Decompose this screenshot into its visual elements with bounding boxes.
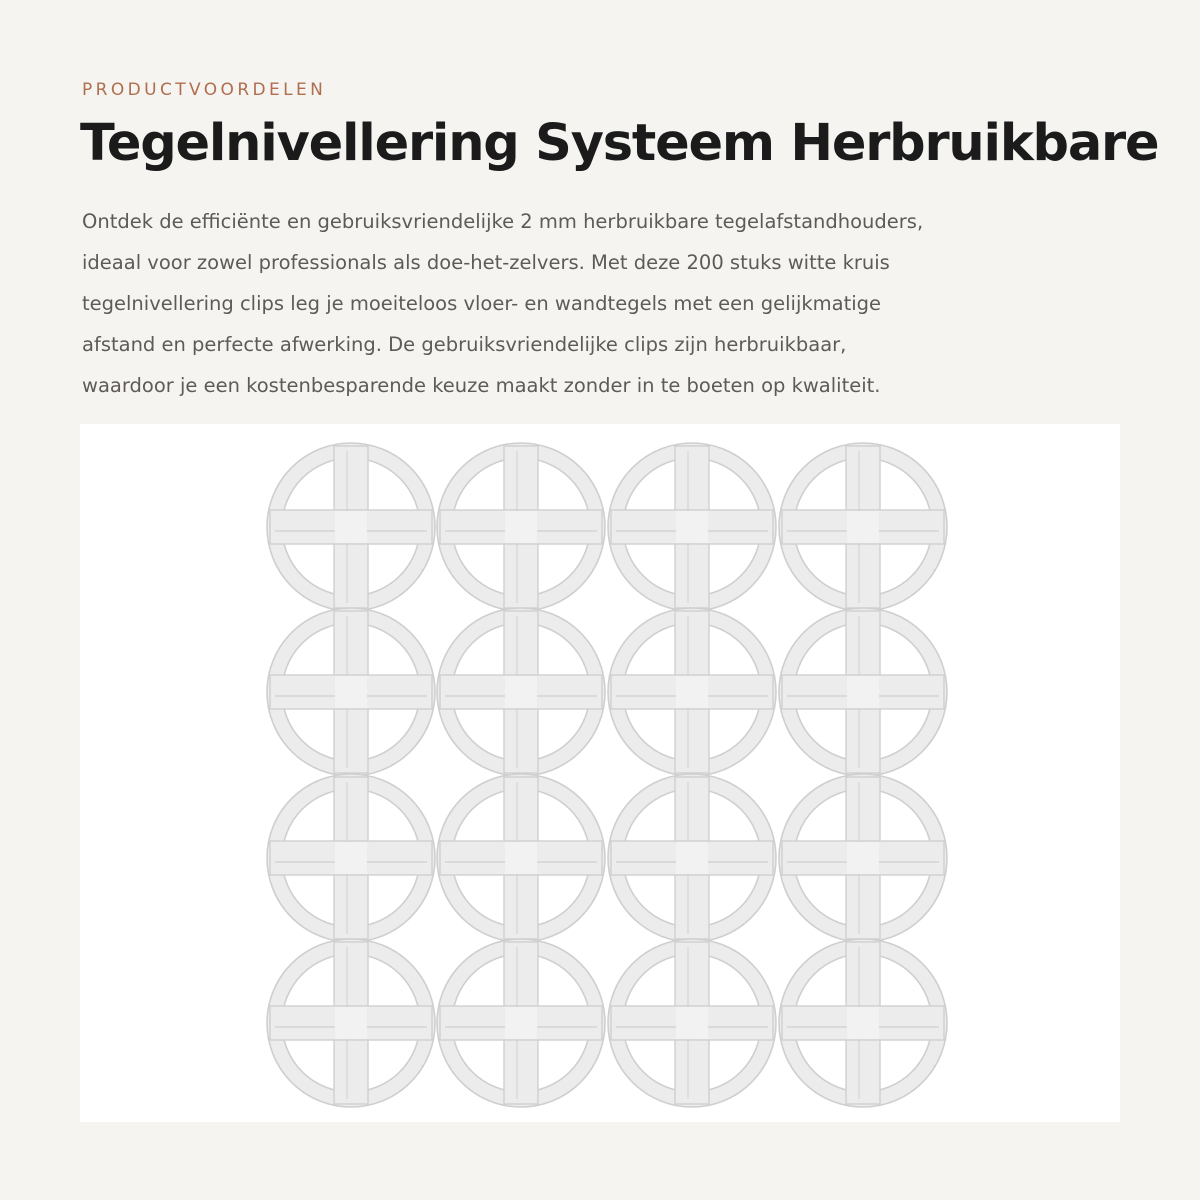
- tile-spacer-clip-icon: [779, 443, 947, 611]
- section-title: Tegelnivellering Systeem Herbruikbare: [80, 114, 1159, 173]
- description-line: ideaal voor zowel professionals als doe-het-zelvers. Met deze 200 stuks witte kruis: [82, 251, 890, 274]
- tile-spacer-clip-icon: [267, 443, 435, 611]
- tile-spacer-clip-icon: [437, 443, 605, 611]
- tile-spacer-clip-icon: [267, 939, 435, 1107]
- product-image: [80, 424, 1120, 1122]
- product-description: [82, 201, 1122, 406]
- tile-spacer-clip-icon: [437, 939, 605, 1107]
- tile-spacer-clip-icon: [608, 939, 776, 1107]
- tile-spacer-clip-icon: [779, 774, 947, 942]
- tile-spacer-clip-icon: [267, 774, 435, 942]
- description-line: waardoor je een kostenbesparende keuze maakt zonder in te boeten op kwaliteit.: [82, 374, 881, 397]
- tile-spacer-clip-icon: [779, 939, 947, 1107]
- tile-spacer-clip-icon: [779, 608, 947, 776]
- tile-spacer-clip-icon: [608, 774, 776, 942]
- description-line: tegelnivellering clips leg je moeiteloos vloer- en wandtegels met een gelijkmatige: [82, 292, 882, 315]
- section-eyebrow: PRODUCTVOORDELEN: [82, 80, 327, 100]
- tile-spacer-clip-icon: [267, 608, 435, 776]
- tile-spacer-clip-icon: [437, 774, 605, 942]
- tile-spacer-clips-grid: [80, 424, 1120, 1122]
- tile-spacer-clip-icon: [437, 608, 605, 776]
- tile-spacer-clip-icon: [608, 443, 776, 611]
- description-line: Ontdek de efficiënte en gebruiksvriendelijke 2 mm herbruikbare tegelafstandhouders,: [82, 210, 924, 233]
- description-line: afstand en perfecte afwerking. De gebruiksvriendelijke clips zijn herbruikbaar,: [82, 333, 847, 356]
- tile-spacer-clip-icon: [608, 608, 776, 776]
